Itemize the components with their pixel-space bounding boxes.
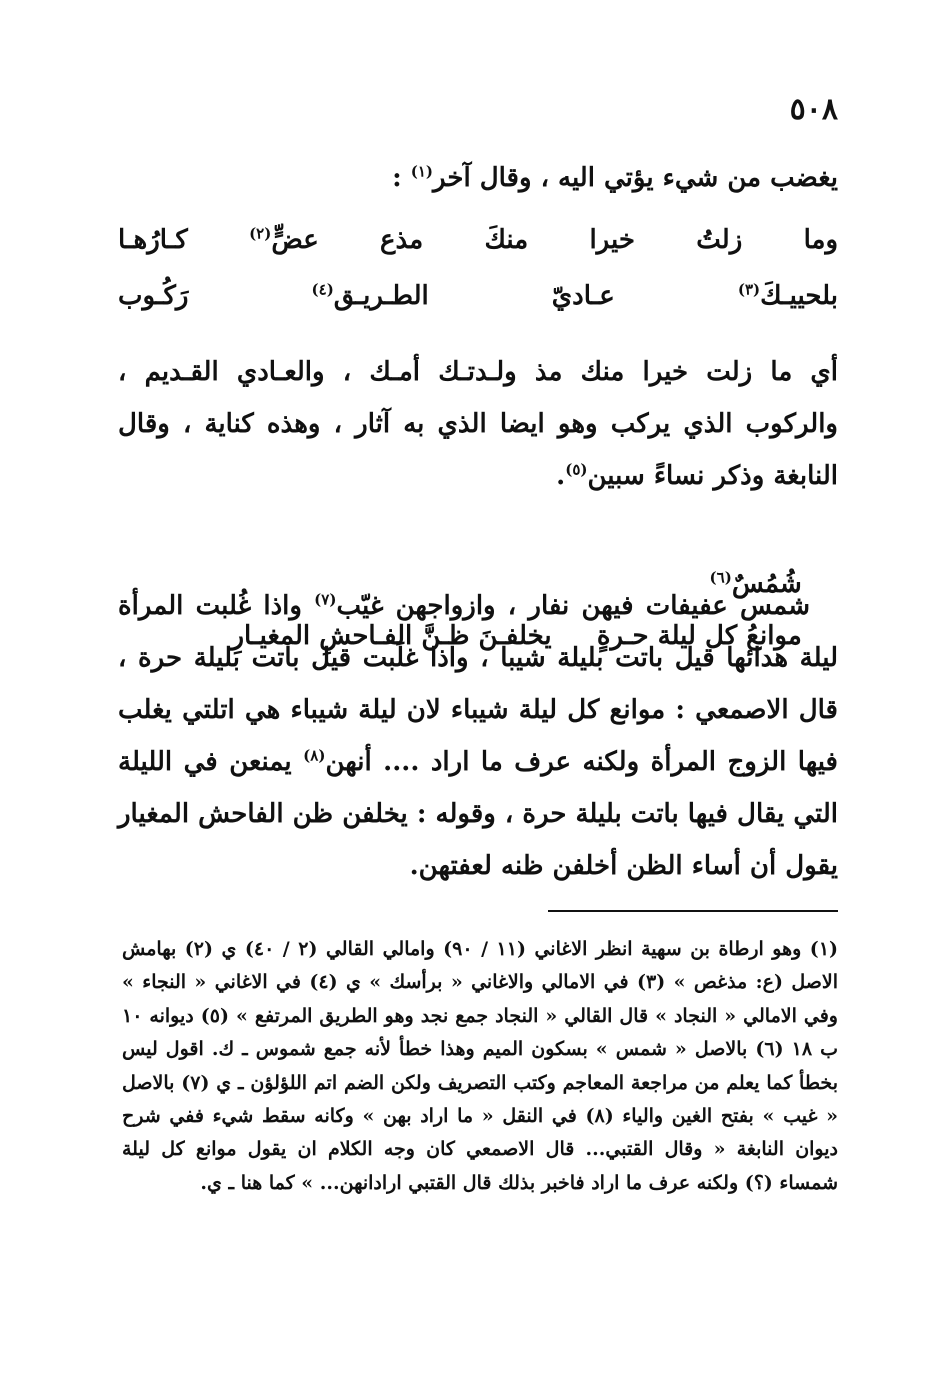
page-number: ٥٠٨: [789, 92, 838, 127]
paragraph-1-text: أي ما زلت خيرا منك مذ ولـدتـك أمـك ، والعـادي القـديم ، والركوب الذي يركب وهو ايضا الذي به آثار ، وهذه كناية ، وقال النابغة وذكر نساءً سبين: [118, 357, 839, 491]
footnote-ref-1: (١): [410, 162, 434, 181]
verse-2-text: موانعُ كل ليلة حـرةٍ يخلفـنَ ظـنَّ الفـاحشِ المغيـارِ: [231, 621, 802, 651]
footnote-ref-7: (٧): [314, 590, 337, 609]
footnote-ref-4: (٤): [311, 280, 334, 299]
paragraph-2-text-c: يمنعن في الليلة التي يقال فيها باتت بليلة حرة ، وقوله : يخلفن ظن الفاحش المغيار يقول أن أساء الظن أخلفن ظنه لعفتهن.: [118, 747, 838, 881]
paragraph-1: [118, 346, 838, 502]
paragraph-2-text-b: واذا غُلبت المرأة ليلة هدائها قيل باتت بليلة شيبا ، واذا غلَبت قيل باتت بليلة حرة ، قال الاصمعي : موانع كل ليلة شيباء لان ليلة شيباء هي اتلتي يغلب فيها الزوج المرأة ولكنه عرف ما اراد .... أنهن: [118, 591, 838, 777]
footnote-ref-6: (٦): [709, 568, 732, 587]
footnote-ref-8: (٨): [303, 746, 326, 765]
footnotes: (١) وهو ارطاة بن سهية انظر الاغاني (١١ / ٩٠) وامالي القالي (٢ / ٤٠) ي (٢) بهامش الاصل (ع: مذغص » (٣) في الامالي والاغاني « برأسك » ي (٤) في الاغاني « النجاء » وفي الامالي « النجاد » قال القالي « النجاد جمع نجد وهو الطريق المرتفع » (٥) ديوانه ١٠ ب ١٨ (٦) بالاصل « شمس » بسكون الميم وهذا خطأ لأنه جمع شموس ـ ك. اقول ليس بخطأ كما يعلم من مراجعة المعاجم وكتب التصريف ولكن الضم اتم اللؤلؤن ـ ي (٧) بالاصل « غيب » بفتح الغين والياء (٨) في النقل « ما اراد بهن » وكانه سقط شيء ففي شرح ديوان النابغة « وقال القتبي... قال الاصمعي كان وجه الكلام ان يقول موانع كل ليلة شمساء (؟) ولكنه عرف ما اراد فاخبر بذلك قال القتبي ارادانهن... » كما هنا ـ ي.: [122, 938, 839, 1194]
footnote-ref-2: (٢): [249, 224, 272, 243]
verse-1-line-1: [118, 214, 838, 266]
footnote-ref-3: (٣): [737, 280, 761, 299]
intro-colon: :: [392, 163, 402, 193]
intro-text: يغضب من شيء يؤتي اليه ، وقال آخر: [433, 163, 838, 193]
intro-line: [118, 152, 838, 204]
verse-1-line-2-tail: رَكُـوب: [118, 281, 189, 311]
footnote-separator: [548, 910, 838, 912]
verse-1-line-1-text: وما زلتُ خيرا منكَ مذع عضٍّ: [271, 225, 838, 255]
paragraph-2-text-a: شمس عفيفات فيهن نفار ، وازواجهن غيّب: [336, 591, 810, 621]
verse-2-word: شُمُسٌ: [731, 569, 802, 599]
verse-1-line-2: [118, 270, 838, 322]
paragraph-1-tail: .: [556, 461, 566, 491]
verse-1-line-2-mid: عـاديّ الطـريـق: [333, 281, 615, 311]
verse-1-line-1-tail: كـارُهـا: [118, 225, 188, 255]
paragraph-2: [118, 580, 838, 892]
footnote-ref-5: (٥): [565, 460, 588, 479]
verse-1-line-2-text: بلحييـكَ: [760, 281, 838, 311]
